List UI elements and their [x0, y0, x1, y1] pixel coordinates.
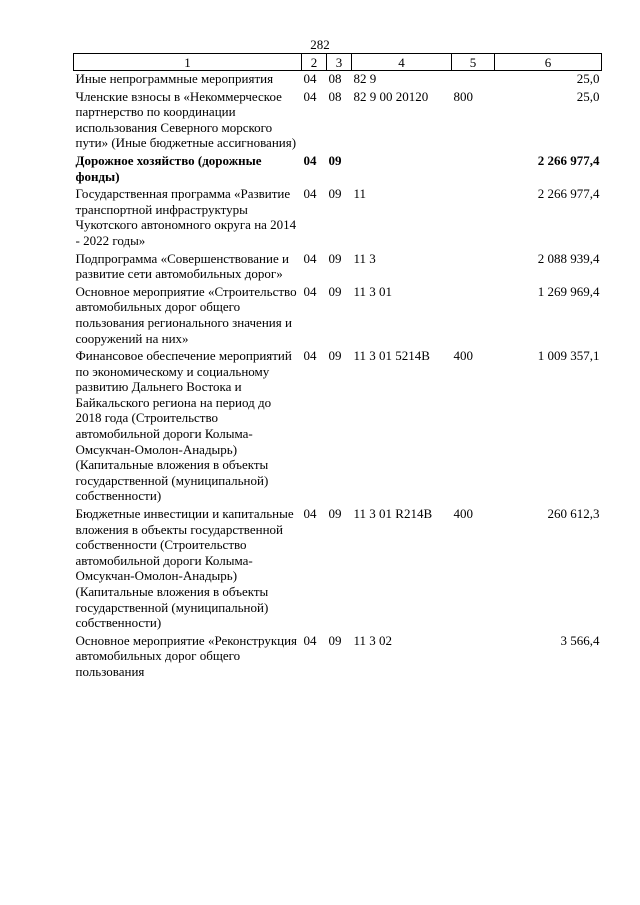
column-header-2: 2	[302, 54, 327, 71]
item-name: Основное мероприятие «Реконструкция автомобильных дорог общего пользования	[75, 632, 298, 679]
expense-type-code	[452, 284, 495, 348]
target-article-code: 11 3 02	[353, 632, 393, 648]
amount: 25,0	[576, 71, 600, 86]
table-row	[74, 71, 602, 89]
section-code: 04	[303, 186, 317, 202]
section-code: 04	[303, 632, 317, 648]
table-row	[74, 284, 602, 348]
column-header-4: 4	[352, 54, 452, 71]
amount: 3 566,4	[560, 632, 600, 648]
subsection-code: 09	[328, 186, 342, 202]
section-code: 04	[303, 250, 317, 266]
table-row	[74, 153, 602, 186]
column-header-3: 3	[327, 54, 352, 71]
table-row	[74, 633, 602, 682]
target-article-code: 11 3 01 5214B	[353, 348, 430, 364]
item-name: Членские взносы в «Некоммерческое партнерство по координации использования Северного морского пути» (Иные бюджетные ассигнования)	[75, 88, 297, 151]
section-code: 04	[303, 283, 317, 299]
subsection-code: 09	[328, 250, 342, 266]
section-code: 04	[303, 88, 317, 104]
item-name: Подпрограмма «Совершенствование и развитие сети автомобильных дорог»	[75, 250, 289, 282]
budget-table	[73, 53, 602, 682]
subsection-code: 08	[328, 88, 342, 104]
expense-type-code: 400	[453, 348, 473, 364]
expense-type-code: 400	[453, 506, 473, 522]
amount: 2 266 977,4	[537, 152, 600, 168]
target-article-code: 82 9	[353, 71, 377, 86]
expense-type-code	[452, 153, 495, 186]
expense-type-code: 800	[453, 88, 473, 104]
expense-type-code	[452, 186, 495, 250]
table-row	[74, 89, 602, 153]
target-article-code: 11 3 01 R214B	[353, 506, 433, 522]
table-row	[74, 506, 602, 633]
subsection-code: 08	[328, 71, 342, 86]
table-body	[74, 71, 602, 682]
amount: 2 088 939,4	[537, 250, 600, 266]
target-article-code	[352, 153, 452, 186]
subsection-code: 09	[328, 506, 342, 522]
amount: 1 009 357,1	[537, 348, 600, 364]
table-row	[74, 186, 602, 250]
table-header-row	[74, 54, 602, 71]
item-name: Государственная программа «Развитие транспортной инфраструктуры Чукотского автономного округа на 2014 - 2022 годы»	[75, 186, 297, 248]
section-code: 04	[303, 152, 317, 168]
subsection-code: 09	[328, 632, 342, 648]
subsection-code: 09	[328, 283, 342, 299]
column-header-6: 6	[495, 54, 602, 71]
amount: 2 266 977,4	[537, 186, 600, 202]
expense-type-code	[452, 71, 495, 89]
subsection-code: 09	[328, 348, 342, 364]
column-header-5: 5	[452, 54, 495, 71]
section-code: 04	[303, 506, 317, 522]
column-header-1: 1	[74, 54, 302, 71]
target-article-code: 11	[353, 186, 367, 202]
amount: 1 269 969,4	[537, 283, 600, 299]
subsection-code: 09	[328, 152, 342, 168]
target-article-code: 11 3 01	[353, 283, 393, 299]
item-name: Финансовое обеспечение мероприятий по экономическому и социальному развитию Дальнего Востока и Байкальского региона на период до 2018 года (Строительство автомобильной дороги Колыма-Омсукчан-Омолон-Анадырь) (Капитальные вложения в объекты государственной (муниципальной) собственности)	[75, 348, 292, 504]
section-code: 04	[303, 348, 317, 364]
expense-type-code	[452, 251, 495, 284]
item-name: Бюджетные инвестиции и капитальные вложения в объекты государственной собственности (Строительство автомобильной дороги Колыма-Омсукчан-Омолон-Анадырь) (Капитальные вложения в объекты государственной (муниципальной) собственности)	[75, 506, 294, 631]
amount: 260 612,3	[547, 506, 600, 522]
table-row	[74, 251, 602, 284]
target-article-code: 11 3	[353, 250, 376, 266]
expense-type-code	[452, 633, 495, 682]
item-name: Дорожное хозяйство (дорожные фонды)	[75, 152, 262, 184]
amount: 25,0	[576, 88, 600, 104]
item-name: Основное мероприятие «Строительство автомобильных дорог общего пользования регионального значения и сооружений на них»	[75, 283, 297, 346]
item-name: Иные непрограммные мероприятия	[75, 71, 274, 86]
page-number: 282	[310, 37, 330, 52]
target-article-code: 82 9 00 20120	[353, 88, 429, 104]
table-row	[74, 348, 602, 506]
section-code: 04	[303, 71, 317, 86]
